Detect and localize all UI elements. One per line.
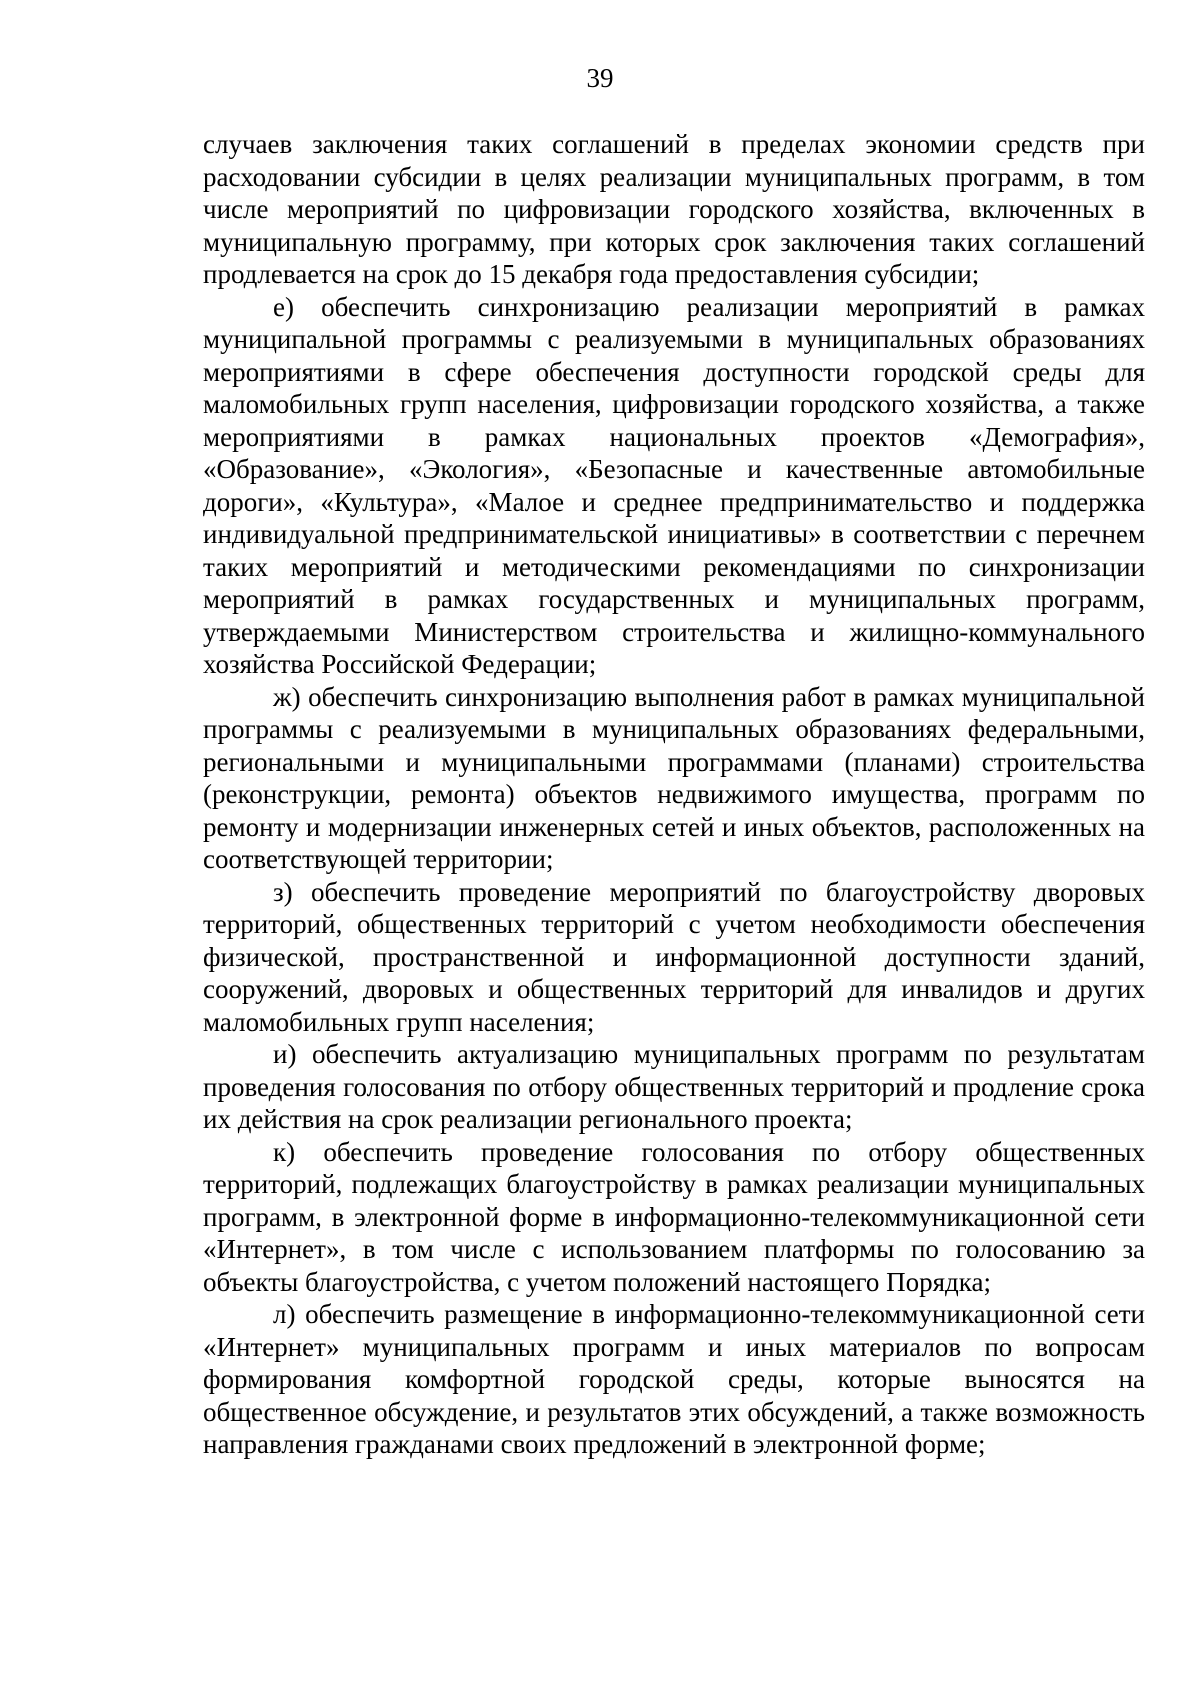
paragraph-continuation: случаев заключения таких соглашений в пределах экономии средств при расходовании субсидии в целях реализации муниципальных программ, в том числе мероприятий по цифровизации городского хозяйства, включенных в муниципальную программу, при которых срок заключения таких соглашений продлевается на срок до 15 декабря года предоставления субсидии; xyxy=(203,129,1145,289)
paragraph-item-k: к) обеспечить проведение голосования по отбору общественных территорий, подлежащих благоустройству в рамках реализации муниципальных программ, в электронной форме в информационно-телекоммуникационной сети «Интернет», в том числе с использованием платформы по голосованию за объекты благоустройства, с учетом положений настоящего Порядка; xyxy=(203,1136,1145,1297)
page-number: 39 xyxy=(586,63,614,93)
paragraph-item-i: и) обеспечить актуализацию муниципальных программ по результатам проведения голосования по отбору общественных территорий и продление срока их действия на срок реализации регионального проекта; xyxy=(203,1039,1145,1134)
paragraph-item-e: е) обеспечить синхронизацию реализации мероприятий в рамках муниципальной программы с реализуемыми в муниципальных образованиях мероприятиями в сфере обеспечения доступности городской среды для маломобильных групп населения, цифровизации городского хозяйства, а также мероприятиями в рамках национальных проектов «Демография», «Образование», «Экология», «Безопасные и качественные автомобильные дороги», «Культура», «Малое и среднее предпринимательство и поддержка индивидуальной предпринимательской инициативы» в соответствии с перечнем таких мероприятий и методическими рекомендациями по синхронизации мероприятий в рамках государственных и муниципальных программ, утверждаемыми Министерством строительства и жилищно-коммунального хозяйства Российской Федерации; xyxy=(203,291,1145,679)
paragraph-item-l: л) обеспечить размещение в информационно-телекоммуникационной сети «Интернет» муниципальных программ и иных материалов по вопросам формирования комфортной городской среды, которые выносятся на общественное обсуждение, и результатов этих обсуждений, а также возможность направления гражданами своих предложений в электронной форме; xyxy=(203,1299,1145,1459)
document-body xyxy=(203,128,1145,1461)
paragraph-item-zh: ж) обеспечить синхронизацию выполнения работ в рамках муниципальной программы с реализуемыми в муниципальных образованиях федеральными, региональными и муниципальными программами (планами) строительства (реконструкции, ремонта) объектов недвижимого имущества, программ по ремонту и модернизации инженерных сетей и иных объектов, расположенных на соответствующей территории; xyxy=(203,681,1145,874)
paragraph-item-z: з) обеспечить проведение мероприятий по благоустройству дворовых территорий, общественных территорий с учетом необходимости обеспечения физической, пространственной и информационной доступности зданий, сооружений, дворовых и общественных территорий для инвалидов и других маломобильных групп населения; xyxy=(203,876,1145,1037)
